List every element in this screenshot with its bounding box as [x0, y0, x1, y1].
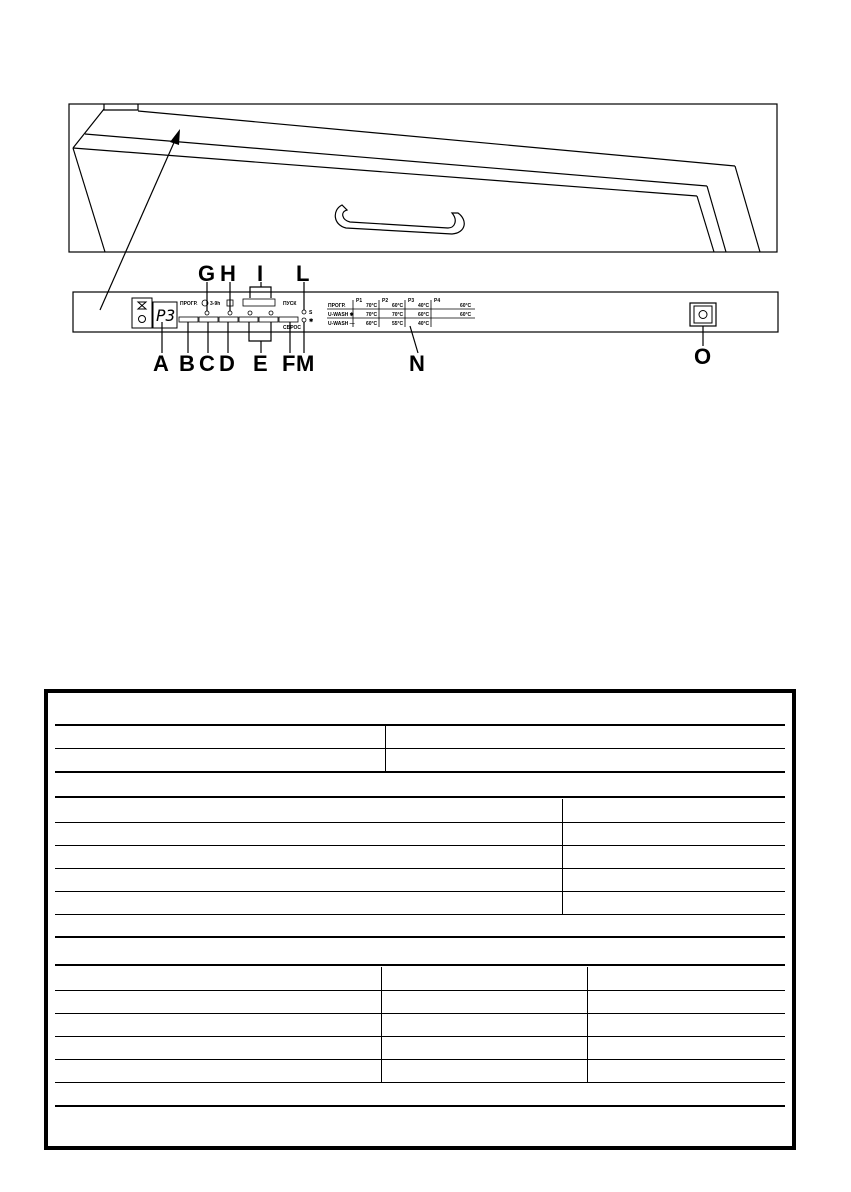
prog-row-label-1: ПРОГР.: [328, 303, 346, 309]
power-button[interactable]: [694, 306, 712, 323]
prog-temp: 55°C: [392, 321, 404, 327]
control-panel: [73, 292, 778, 332]
callout-h: H: [220, 261, 236, 286]
button-f[interactable]: [279, 317, 298, 322]
table-row: [55, 748, 785, 771]
clock-icon: [139, 316, 146, 323]
table-row: [55, 845, 785, 868]
callout-o: O: [694, 344, 712, 369]
table-row: [55, 799, 785, 822]
table-row: [55, 913, 785, 936]
callout-b: B: [179, 351, 195, 376]
door-top-line-3: [73, 148, 697, 196]
table-row: [55, 701, 785, 724]
callout-n: N: [409, 351, 425, 376]
prog-header-p4: P4: [434, 298, 441, 304]
callout-e: E: [253, 351, 268, 376]
prog-temp: 70°C: [366, 312, 378, 318]
power-icon: [699, 311, 707, 319]
leader-lines: [162, 282, 703, 353]
prog-row-label-2: U-WASH ✱: [328, 312, 354, 318]
led-h: [228, 311, 232, 315]
prog-temp: 60°C: [392, 303, 404, 309]
door-frame: [69, 104, 777, 252]
prog-temp: 40°C: [418, 321, 430, 327]
uwash-icon-box: [243, 299, 275, 306]
start-label: ПУСК: [283, 301, 297, 307]
door-illustration: [69, 104, 777, 252]
callout-i: I: [257, 261, 264, 286]
door-top-line-1: [73, 109, 104, 148]
button-d[interactable]: [219, 317, 238, 322]
door-handle: [335, 205, 464, 234]
delay-label: 3-9h: [210, 301, 221, 307]
reset-label: СБРОС: [283, 325, 301, 331]
door-right-edge-3: [697, 196, 714, 252]
button-e1[interactable]: [239, 317, 258, 322]
prog-row-label-3: U-WASH —: [328, 321, 355, 327]
prog-header-p1: P1: [356, 298, 363, 304]
display-value: P3: [156, 306, 176, 325]
button-c[interactable]: [199, 317, 218, 322]
door-top-edge: [104, 104, 138, 110]
table-row: [55, 1036, 785, 1059]
prog-temp: 60°C: [460, 312, 472, 318]
table-row: [55, 1082, 785, 1105]
table-row: [55, 941, 785, 964]
door-left-edge: [73, 148, 105, 252]
prog-temp: 40°C: [418, 303, 430, 309]
led-i2: [269, 311, 273, 315]
callout-g: G: [198, 261, 216, 286]
led-g: [205, 311, 209, 315]
prog-temp: 70°C: [392, 312, 404, 318]
callout-c: C: [199, 351, 215, 376]
table-row: [55, 967, 785, 990]
table-row: [55, 891, 785, 914]
callout-f: F: [282, 351, 296, 376]
led-i1: [248, 311, 252, 315]
table-row: [55, 1059, 785, 1082]
blank-form-table: [44, 689, 796, 1150]
button-e2[interactable]: [259, 317, 278, 322]
rinse-aid-icon: ✱: [309, 318, 314, 324]
table-row: [55, 868, 785, 891]
hourglass-icon: [138, 302, 146, 309]
callout-l: L: [296, 261, 310, 286]
callout-a: A: [153, 351, 169, 376]
door-right-edge-1: [735, 166, 760, 252]
table-row: [55, 822, 785, 845]
prog-temp: 60°C: [418, 312, 430, 318]
prog-header-p2: P2: [382, 298, 389, 304]
pointer-arrow: [100, 129, 180, 310]
table-row: [55, 725, 785, 748]
door-right-edge-2: [707, 186, 726, 252]
callout-d: D: [219, 351, 235, 376]
prog-header-p3: P3: [408, 298, 415, 304]
prog-temp: 70°C: [366, 303, 378, 309]
salt-icon: S: [309, 310, 313, 316]
led-l: [302, 310, 306, 314]
door-top-line-2: [138, 111, 735, 166]
callout-m: M: [296, 351, 315, 376]
prog-label: ПРОГР.: [180, 301, 198, 307]
table-row: [55, 1013, 785, 1036]
table-row: [55, 773, 785, 796]
prog-temp: 60°C: [366, 321, 378, 327]
table-row: [55, 990, 785, 1013]
prog-temp: 60°C: [460, 303, 472, 309]
button-b[interactable]: [179, 317, 198, 322]
led-m: [302, 318, 306, 322]
